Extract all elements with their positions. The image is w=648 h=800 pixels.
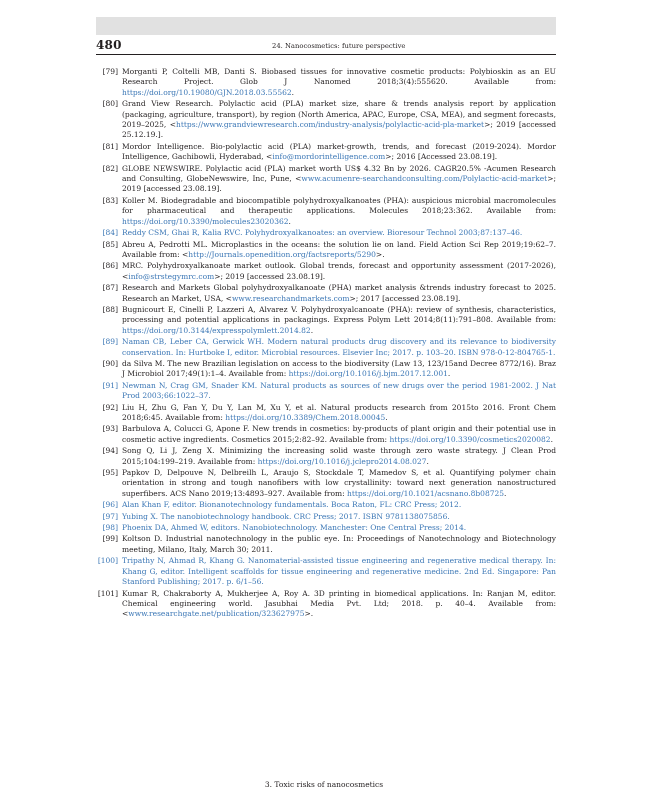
reference-text	[122, 67, 556, 97]
reference-item	[96, 142, 556, 163]
reference-text	[122, 142, 556, 161]
reference-item	[96, 512, 556, 522]
reference-text	[122, 228, 522, 237]
reference-citation: Koltson D. Industrial nanotechnology in the public eye. In: Proceedings of Nanotechnology and Biotechnology meeting, Milano, Italy, March 30; 2011.	[122, 534, 556, 554]
reference-link[interactable]: https://doi.org/10.3390/cosmetics2020082	[389, 434, 551, 444]
reference-suffix: >; 2016 [Accessed 23.08.19].	[385, 152, 498, 162]
reference-text	[122, 534, 556, 553]
reference-text	[122, 403, 556, 422]
reference-item	[96, 196, 556, 227]
reference-citation: Kumar R, Chakraborty A, Mukherjee A, Roy A. 3D printing in biomedical applications. In: Ranjan M, editor. Chemical engineering world. Jasubhai Media Pvt. Ltd; 2018. p. 40–4. Available from: <	[122, 588, 556, 619]
reference-number: [94]	[102, 446, 118, 456]
reference-number: [89]	[102, 337, 118, 347]
reference-citation-link[interactable]: Tripathy N, Ahmad R, Khang G. Nanomaterial-assisted tissue engineering and regenerative medical therapy. In: Khang G, editor. Intelligent scaffolds for tissue engineering and regenerative medicine. 2nd Ed. Singapore: Pan Stanford Publishing; 2017. p. 6/1–56.	[122, 556, 556, 587]
reference-citation-link[interactable]: Alan Khan F, editor. Bionanotechnology fundamentals. Boca Raton, FL: CRC Press; 2012.	[122, 500, 462, 510]
reference-text	[122, 196, 556, 226]
reference-suffix: >; 2019 [accessed 25.12.19.].	[122, 120, 556, 140]
reference-text	[122, 424, 556, 443]
reference-citation: da Silva M. The new Brazilian legislation on access to the biodiversity (Law 13, 123/15and Decree 8772/16). Braz J Microbiol 2017;49(1):1–4. Available from:	[122, 358, 556, 379]
reference-item	[96, 556, 556, 587]
running-head: 24. Nanocosmetics: future perspective	[272, 42, 406, 50]
reference-number: [95]	[102, 468, 118, 478]
reference-suffix: .	[310, 325, 314, 335]
reference-text	[122, 99, 556, 139]
reference-item	[96, 67, 556, 98]
reference-item	[96, 305, 556, 336]
reference-suffix: .	[550, 434, 553, 444]
reference-text	[122, 589, 556, 619]
reference-text	[122, 523, 466, 532]
reference-link[interactable]: https://doi.org/10.19080/GJN.2018.03.55562	[122, 87, 292, 97]
reference-citation: Papkov D, Delpouve N, Delbreilh L, Araujo S, Stockdale T, Mamedov S, et al. Quantifying polymer chain orientation in strong and tough nanofibers with low crystallinity: toward next generation nanostructured superfibers. ACS Nano 2019;13:4893–927. Available from:	[122, 468, 556, 498]
reference-item	[96, 446, 556, 467]
reference-citation: Bugnicourt E, Cinelli P, Lazzeri A, Alvarez V. Polyhydroxyalcanoate (PHA): review of synthesis, characteristics, processing and potential applications in packagings. Express Polym Lett 2014;8(11):791–808. Available from:	[122, 304, 556, 325]
reference-citation: Song Q, Li J, Zeng X. Minimizing the increasing solid waste through zero waste strategy. J Clean Prod 2015;104:199–219. Available from:	[122, 446, 556, 466]
reference-text	[122, 359, 556, 378]
reference-citation: Morganti P, Coltelli MB, Danti S. Biobased tissues for innovative cosmetic products: Polybioskin as an EU Research Project. Glob J Nanomed 2018;3(4):555620. Available from:	[122, 67, 556, 87]
reference-suffix: .	[291, 87, 295, 97]
header-bar	[96, 17, 556, 35]
reference-item	[96, 424, 556, 445]
reference-citation: Koller M. Biodegradable and biocompatible polyhydroxyalkanoates (PHA): auspicious microbial macromolecules for pharmaceutical and therapeutic applications. Molecules 2018;23:362. Available from:	[122, 195, 556, 216]
reference-number: [98]	[102, 523, 118, 533]
reference-citation-link[interactable]: Yubing X. The nanobiotechnology handbook. CRC Press; 2017. ISBN 9781138075856.	[122, 511, 450, 521]
reference-item	[96, 534, 556, 555]
reference-link[interactable]: www.researchandmarkets.com	[231, 293, 350, 303]
reference-link[interactable]: https://www.grandviewresearch.com/industry-analysis/polylactic-acid-pla-market	[176, 120, 485, 130]
reference-number: [87]	[102, 283, 118, 293]
page-number: 480	[96, 38, 122, 52]
reference-suffix: .	[504, 488, 507, 498]
reference-item	[96, 523, 556, 533]
reference-text	[122, 164, 556, 194]
reference-item	[96, 589, 556, 620]
reference-number: [79]	[102, 67, 118, 76]
reference-number: [91]	[102, 380, 118, 390]
reference-number: [100]	[97, 556, 118, 566]
reference-text	[122, 305, 556, 335]
reference-item	[96, 240, 556, 261]
reference-list	[96, 67, 556, 621]
reference-citation-link[interactable]: Reddy CSM, Ghai R, Kalia RVC. Polyhydroxyalkanoates: an overview. Bioresour Technol 2003;87:137–46.	[122, 228, 523, 238]
reference-text	[122, 446, 556, 465]
reference-number: [90]	[102, 358, 118, 368]
reference-link[interactable]: https://doi.org/10.3389/Chem.2018.00045	[225, 413, 386, 422]
reference-item	[96, 381, 556, 402]
reference-citation-link[interactable]: Newman N, Crag GM, Snader KM. Natural products as sources of new drugs over the period 1981-2002. J Nat Prod 2003;66:1022–37.	[122, 380, 556, 401]
reference-link[interactable]: https://doi.org/10.1021/acsnano.8b08725	[347, 488, 505, 498]
reference-citation: Liu H, Zhu G, Fan Y, Du Y, Lan M, Xu Y, et al. Natural products research from 2015to 2016. Front Chem 2018;6:45. Available from:	[122, 402, 556, 422]
reference-text	[122, 240, 556, 259]
reference-link[interactable]: http://Journals.openedition.org/factsreports/5290	[188, 249, 376, 259]
reference-number: [97]	[102, 511, 118, 521]
reference-citation: Grand View Research. Polylactic acid (PLA) market size, share & trends analysis report by application (packaging, agriculture, transport), by region (North America, APAC, Europe, CSA, MEA), and segment forecasts, 2019–2025, <	[122, 99, 556, 130]
reference-item	[96, 403, 556, 424]
reference-citation: Abreu A, Pedrotti ML. Microplastics in the oceans: the solution lie on land. Field Action Sci Rep 2019;19:62–7. Available from: <	[122, 239, 556, 259]
reference-citation: Barbulova A, Colucci G, Apone F. New trends in cosmetics: by-products of plant origin and their potential use in cosmetic active ingredients. Cosmetics 2015;2:82–92. Available from:	[122, 424, 556, 444]
reference-text	[122, 261, 556, 280]
reference-number: [92]	[102, 402, 118, 412]
footer-section-title: 3. Toxic risks of nanocosmetics	[264, 780, 384, 789]
reference-number: [82]	[102, 163, 118, 173]
reference-link[interactable]: www.acumenre-searchandconsulting.com/Polylactic-acid-market	[301, 174, 548, 184]
reference-item	[96, 228, 556, 238]
reference-citation-link[interactable]: Naman CB, Leber CA, Gerwick WH. Modern natural products drug discovery and its relevance to biodiversity conservation. In: Hurtboke I, editor. Microbial resources. Elsevier Inc; 2017. p. 103–20. ISBN 978-0-12-804765-1.	[122, 337, 556, 357]
reference-citation: GLOBE NEWSWIRE. Polylactic acid (PLA) market worth US$ 4.32 Bn by 2026. CAGR20.5% -Acumen Research and Consulting, GlobeNewswire, Inc, Pune, <	[122, 163, 556, 184]
reference-link[interactable]: info@mordorintelligence.com	[272, 152, 386, 162]
reference-number: [81]	[102, 141, 118, 151]
reference-item	[96, 99, 556, 141]
reference-suffix: >.	[304, 609, 314, 619]
reference-number: [96]	[102, 500, 118, 510]
reference-number: [93]	[102, 424, 118, 434]
reference-text	[122, 468, 556, 498]
reference-item	[96, 261, 556, 282]
reference-citation: MRC. Polyhydroxyalkanoate market outlook. Global trends, forecast and opportunity assessment (2017-2026), <	[122, 261, 556, 281]
reference-item	[96, 500, 556, 510]
reference-link[interactable]: info@strstegymrc.com	[128, 271, 215, 281]
reference-suffix: .	[426, 456, 429, 466]
reference-text	[122, 556, 556, 586]
reference-link[interactable]: https://doi.org/10.3144/expresspolymlett.2014.82	[122, 325, 311, 335]
reference-item	[96, 337, 556, 358]
reference-suffix: .	[385, 413, 388, 422]
header-rule	[96, 54, 556, 55]
reference-number: [85]	[102, 239, 118, 249]
reference-number: [80]	[102, 99, 118, 109]
reference-number: [101]	[97, 588, 118, 598]
reference-suffix: .	[288, 216, 291, 226]
reference-suffix: >; 2019 [accessed 23.08.19].	[122, 174, 556, 194]
reference-suffix: >.	[375, 249, 385, 259]
reference-text	[122, 283, 556, 302]
reference-text	[122, 512, 450, 521]
reference-item	[96, 283, 556, 304]
reference-text	[122, 500, 461, 509]
reference-item	[96, 164, 556, 195]
reference-link[interactable]: https://doi.org/10.1016/j.jclepro2014.08.027	[257, 456, 427, 466]
reference-number: [84]	[102, 228, 118, 238]
reference-number: [83]	[102, 195, 118, 205]
reference-citation-link[interactable]: Phoenix DA, Ahmed W, editors. Nanobiotechnology. Manchester: One Central Press; 2014.	[122, 523, 467, 533]
reference-link[interactable]: https://doi.org/10.1016/j.bjm.2017.12.001	[288, 369, 448, 379]
reference-number: [99]	[102, 534, 118, 544]
reference-link[interactable]: www.researchgate.net/publication/323627975	[128, 609, 305, 619]
reference-text	[122, 337, 556, 356]
reference-number: [88]	[102, 304, 118, 314]
reference-text	[122, 381, 556, 400]
reference-link[interactable]: https://doi.org/10.3390/molecules23020362	[122, 216, 289, 226]
reference-suffix: .	[447, 369, 451, 379]
reference-suffix: >; 2019 [accessed 23.08.19].	[214, 271, 326, 281]
reference-number: [86]	[102, 261, 118, 271]
reference-item	[96, 468, 556, 499]
reference-item	[96, 359, 556, 380]
reference-suffix: >; 2017 [accessed 23.08.19].	[349, 293, 461, 303]
reference-citation: Research and Markets Global polyhydroxyalkanoate (PHA) market analysis &trends industry forecast to 2025. Research an Market, USA, <	[122, 283, 556, 303]
reference-citation: Mordor Intelligence. Bio-polylactic acid (PLA) market-growth, trends, and forecast (2019-2024). Mordor Intelligence, Gachibowli, Hyderabad, <	[122, 141, 556, 162]
